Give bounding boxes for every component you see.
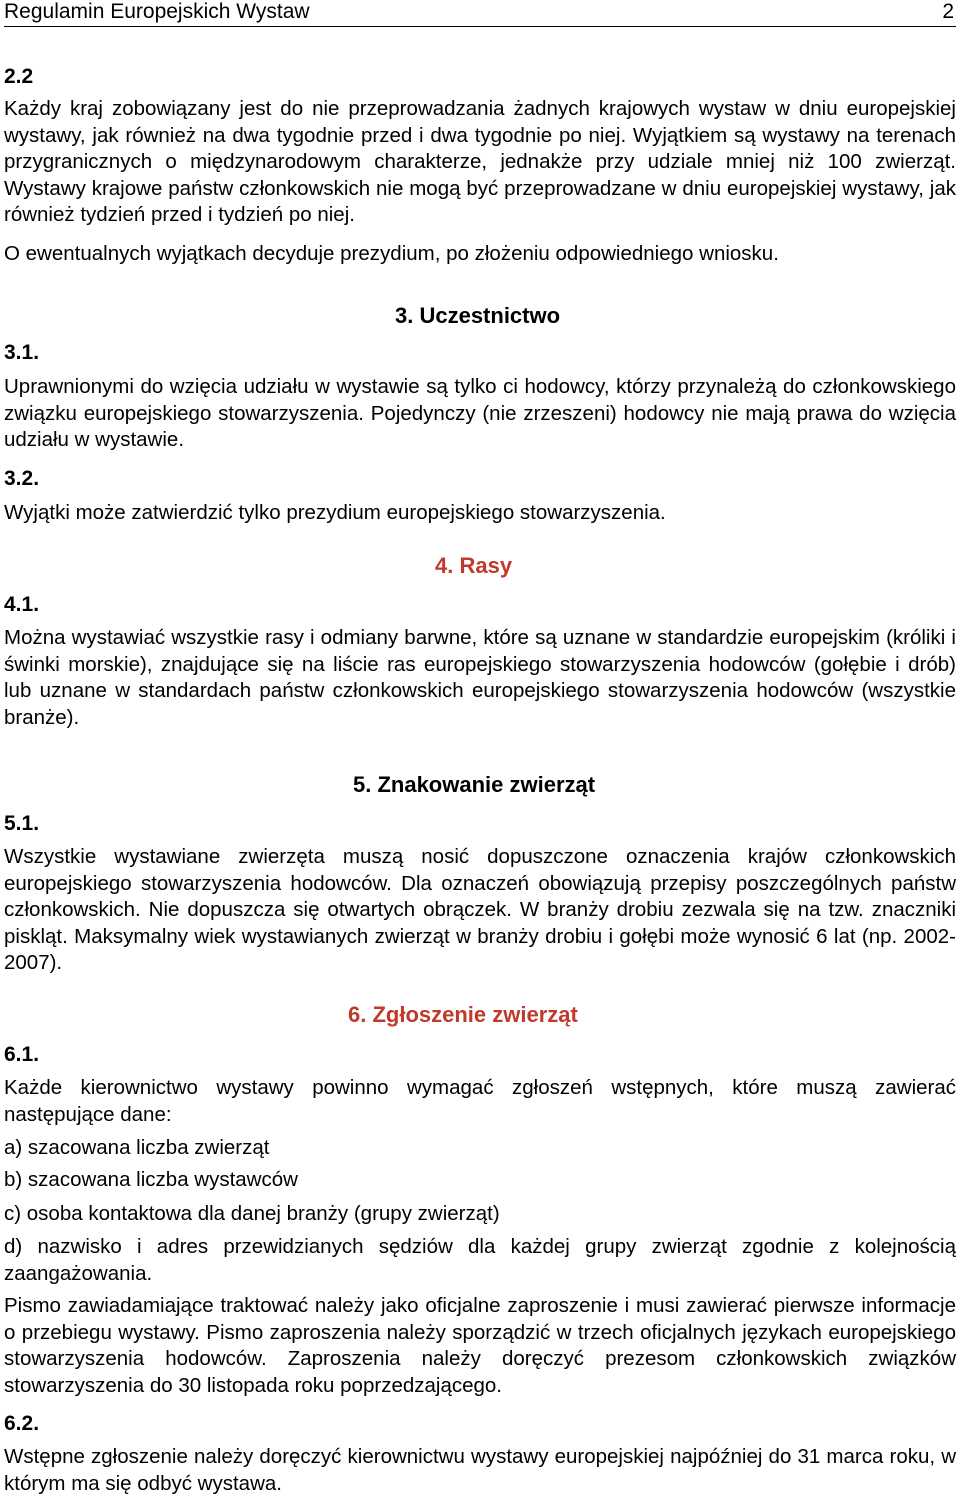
- section-number-6-1: 6.1.: [4, 1043, 40, 1066]
- list-item-b: b) szacowana liczba wystawców: [4, 1168, 298, 1191]
- header-title: Regulamin Europejskich Wystaw: [4, 0, 310, 23]
- section-number-5-1: 5.1.: [4, 812, 40, 835]
- section-number-3-1: 3.1.: [4, 341, 40, 364]
- chapter-heading-4: 4. Rasy: [435, 553, 513, 578]
- paragraph-6-1-intro: Każde kierownictwo wystawy powinno wymagać zgłoszeń wstępnych, które muszą zawierać następujące dane:: [4, 1076, 956, 1126]
- chapter-heading-3: 3. Uczestnictwo: [395, 303, 561, 328]
- list-item-d: d) nazwisko i adres przewidzianych sędziów dla każdej grupy zwierząt zgodnie z kolejnością zaangażowania.: [4, 1235, 956, 1285]
- chapter-heading-6: 6. Zgłoszenie zwierząt: [348, 1002, 578, 1027]
- paragraph-5-1: Wszystkie wystawiane zwierzęta muszą nosić dopuszczone oznaczenia krajów członkowskich europejskiego stowarzyszenia hodowców. Dla oznaczeń obowiązują przepisy poszczególnych państw członkowskich. Nie dopuszcza się otwartych obrączek. W branży drobiu zezwala się na tzw. znaczniki piskląt. Maksymalny wiek wystawianych zwierząt w branży drobiu i gołębi może wynosić 6 lat (np. 2002-2007).: [4, 845, 956, 974]
- paragraph-3-1: Uprawnionymi do wzięcia udziału w wystawie są tylko ci hodowcy, którzy przynależą do członkowskiego związku europejskiego stowarzyszenia. Pojedynczy (nie zrzeszeni) hodowcy nie mają prawa do wzięcia udziału w wystawie.: [4, 375, 956, 451]
- paragraph-6-1-letter: Pismo zawiadamiające traktować należy jako oficjalne zaproszenie i musi zawierać pierwsze informacje o przebiegu wystawy. Pismo zaproszenia należy sporządzić w trzech oficjalnych językach europejskiego stowarzyszenia hodowców. Zaproszenia należy doręczyć prezesom członkowskich związków stowarzyszenia do 30 listopada roku poprzedzającego.: [4, 1294, 956, 1397]
- section-number-6-2: 6.2.: [4, 1412, 40, 1435]
- section-number-4-1: 4.1.: [4, 593, 40, 616]
- paragraph-2-2-exceptions: O ewentualnych wyjątkach decyduje prezydium, po złożeniu odpowiedniego wniosku.: [4, 242, 779, 265]
- paragraph-3-2: Wyjątki może zatwierdzić tylko prezydium europejskiego stowarzyszenia.: [4, 501, 666, 524]
- paragraph-6-2: Wstępne zgłoszenie należy doręczyć kierownictwu wystawy europejskiej najpóźniej do 31 marca roku, w którym ma się odbyć wystawa.: [4, 1445, 956, 1495]
- list-item-c: c) osoba kontaktowa dla danej branży (grupy zwierząt): [4, 1202, 500, 1225]
- section-number-3-2: 3.2.: [4, 467, 40, 490]
- chapter-heading-5: 5. Znakowanie zwierząt: [353, 772, 596, 797]
- section-number-2-2: 2.2: [4, 65, 34, 88]
- page-header: [4, 0, 956, 27]
- paragraph-2-2-main: Każdy kraj zobowiązany jest do nie przeprowadzania żadnych krajowych wystaw w dniu europejskiej wystawy, jak również na dwa tygodnie przed i dwa tygodnie po niej. Wyjątkiem są wystawy na terenach przygranicznych o międzynarodowym charakterze, jednakże przy udziale mniej niż 100 zwierząt. Wystawy krajowe państw członkowskich nie mogą być przeprowadzane w dniu europejskiej wystawy, jak również tydzień przed i tydzień po niej.: [4, 97, 956, 226]
- paragraph-4-1: Można wystawiać wszystkie rasy i odmiany barwne, które są uznane w standardzie europejskim (króliki i świnki morskie), znajdujące się na liście ras europejskiego stowarzyszenia hodowców (gołębie i drób) lub uznane w standardach państw członkowskich europejskiego stowarzyszenia hodowców (wszystkie branże).: [4, 626, 956, 729]
- list-item-a: a) szacowana liczba zwierząt: [4, 1136, 270, 1159]
- page-number: 2: [942, 0, 954, 23]
